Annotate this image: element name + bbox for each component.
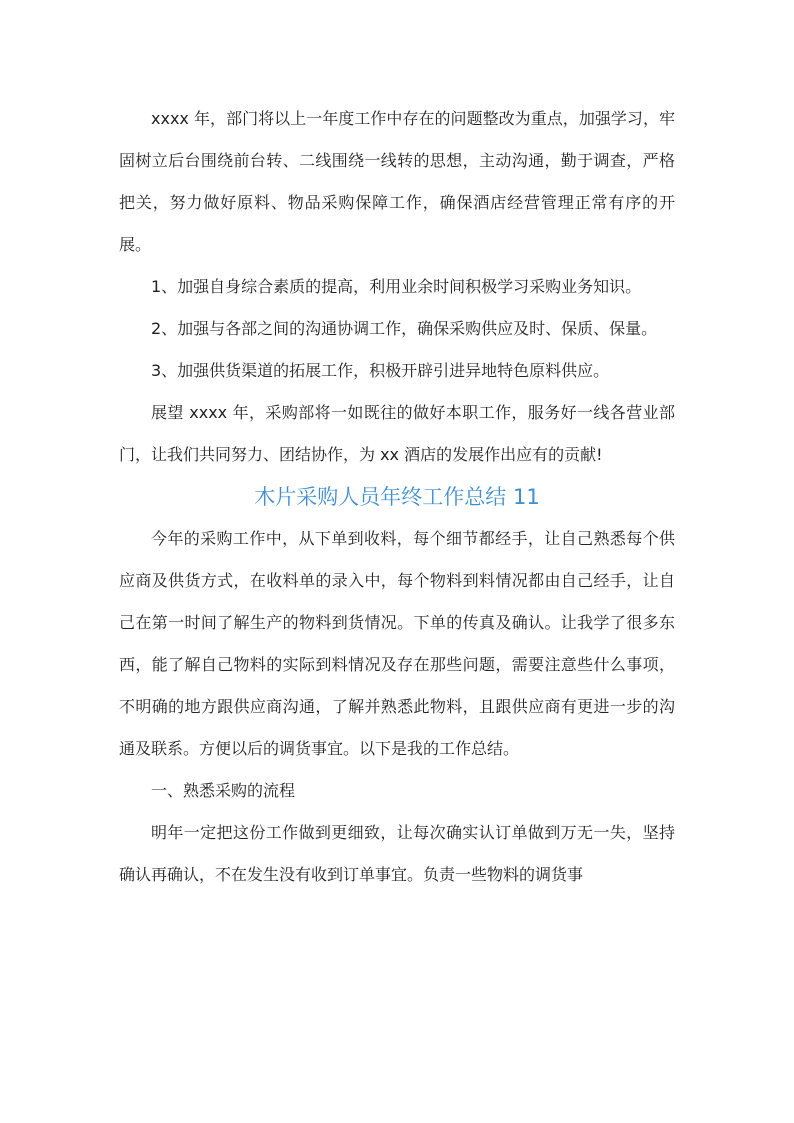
paragraph: 明年一定把这份工作做到更细致，让每次确实认订单做到万无一失，坚持确认再确认，不在发生没有收到订单事宜。负责一些物料的调货事 (119, 823, 675, 884)
paragraph: 展望 xxxx 年，采购部将一如既往的做好本职工作，服务好一线各营业部门，让我们共同努力、团结协作，为 xx 酒店的发展作出应有的贡献! (119, 403, 675, 464)
document-body (119, 98, 675, 896)
paragraph: 2、加强与各部之间的沟通协调工作，确保采购供应及时、保质、保量。 (151, 319, 658, 338)
paragraph: xxxx 年，部门将以上一年度工作中存在的问题整改为重点，加强学习，牢固树立后台围绕前台转、二线围绕一线转的思想，主动沟通，勤于调查，严格把关，努力做好原料、物品采购保障工作，确保酒店经营管理正常有序的开展。 (119, 109, 675, 254)
paragraph: 今年的采购工作中，从下单到收料，每个细节都经手，让自己熟悉每个供应商及供货方式，在收料单的录入中，每个物料到料情况都由自己经手，让自己在第一时间了解生产的物料到货情况。下单的传真及确认。让我学了很多东西，能了解自己物料的实际到料情况及存在那些问题，需要注意些什么事项，不明确的地方跟供应商沟通，了解并熟悉此物料，且跟供应商有更进一步的沟通及联系。方便以后的调货事宜。以下是我的工作总结。 (119, 529, 675, 758)
section-title: 木片采购人员年终工作总结 11 (254, 485, 540, 509)
paragraph: 一、熟悉采购的流程 (151, 781, 296, 800)
paragraph: 3、加强供货渠道的拓展工作，积极开辟引进异地特色原料供应。 (151, 361, 610, 380)
paragraph: 1、加强自身综合素质的提高，利用业余时间积极学习采购业务知识。 (151, 277, 642, 296)
